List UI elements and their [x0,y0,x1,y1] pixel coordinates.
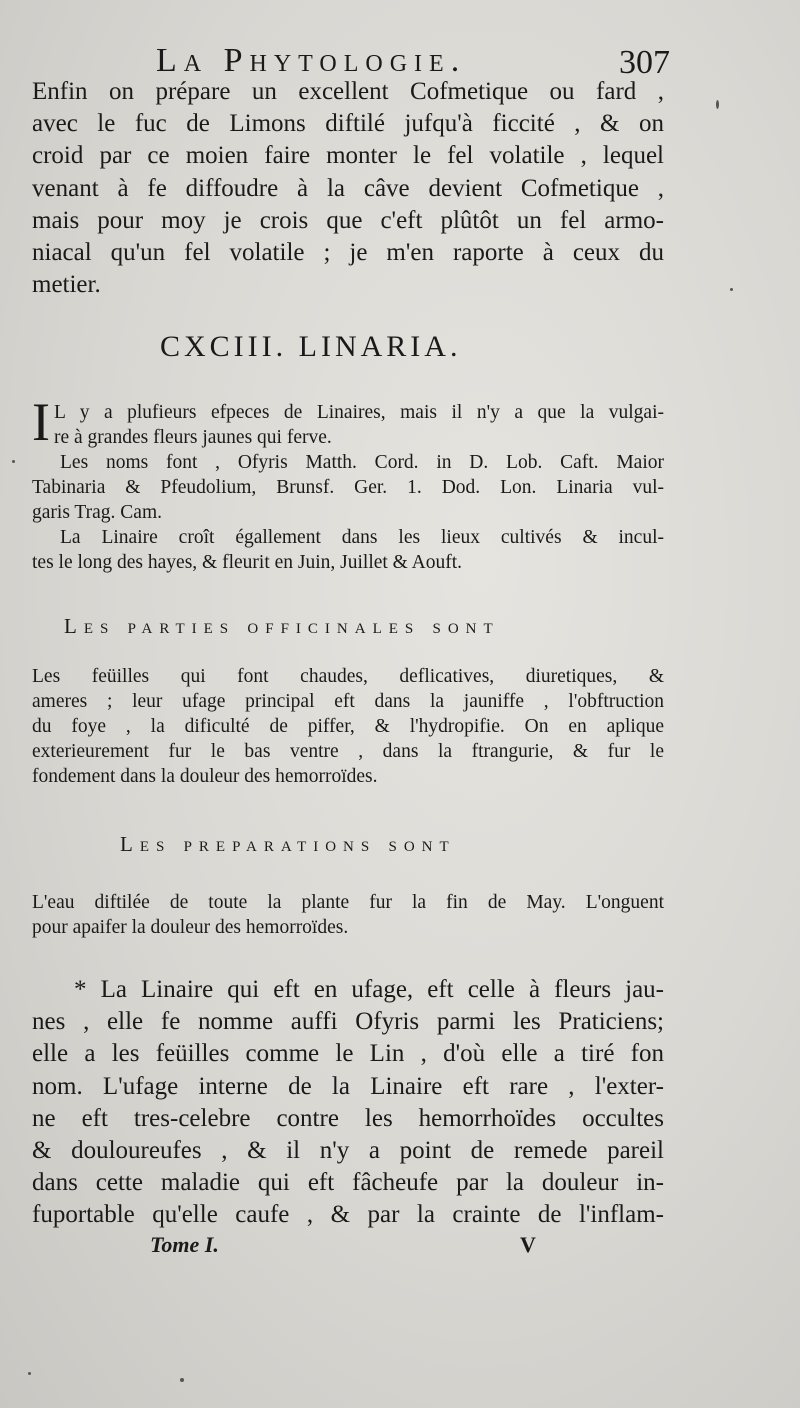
text-line: metier. [32,271,101,299]
text-line: nes , elle fe nomme auffi Ofyris parmi les Praticiens; [32,1008,664,1036]
note-paragraph [32,974,664,1232]
text-line: L'eau diftilée de toute la plante fur la fin de May. L'onguent [32,892,664,913]
paper-speck [12,460,15,463]
heading-preparations: Les preparations sont [120,832,456,856]
paper-speck [716,100,719,109]
text-line: Enfin on prépare un excellent Cofmetique ou fard , [32,78,664,105]
text-line: ameres ; leur ufage principal eft dans la jauniffe , l'obftruction [32,691,664,712]
names-line: garis Trag. Cam. [32,502,163,523]
text-line: dans cette maladie qui eft fâcheufe par la douleur in- [32,1169,664,1197]
text-line: avec le fuc de Limons diftilé jufqu'à ficcité , & on [32,110,664,138]
page-footer [150,1232,570,1266]
preparations-paragraph [32,890,664,940]
running-title: La Phytologie. [156,42,467,79]
paper-speck [28,1372,31,1375]
text-line: La Linaire croît égallement dans les lieux cultivés & incul- [60,527,664,548]
paper-speck [180,1378,184,1382]
paper-speck [730,288,733,291]
text-line: nom. L'ufage interne de la Linaire eft rare , l'exter- [32,1072,664,1100]
text-line: exterieurement fur le bas ventre , dans la ftrangurie, & fur le [32,741,664,762]
text-line: du foye , la dificulté de piffer, & l'hydropifie. On en aplique [32,716,664,737]
text-line: fuportable qu'elle caufe , & par la crainte de l'inflam- [32,1201,664,1229]
names-line: Tabinaria & Pfeudolium, Brunsf. Ger. 1. Dod. Lon. Linaria vul- [32,477,664,498]
text-line: niacal qu'un fel volatile ; je m'en raporte à ceux du [32,239,664,267]
species-paragraph [32,400,664,575]
heading-officinal-parts: Les parties officinales sont [64,614,500,638]
text-line: elle a les feüilles comme le Lin , d'où elle a tiré fon [32,1040,664,1068]
text-line: pour apaifer la douleur des hemorroïdes. [32,917,349,938]
text-line: croid par ce moien faire monter le fel volatile , lequel [32,142,664,170]
text-line: re à grandes fleurs jaunes qui ferve. [54,427,332,448]
text-line: & douloureufes , & il n'y a point de remede pareil [32,1137,664,1165]
parts-paragraph [32,664,664,789]
text-line: L y a plufieurs efpeces de Linaires, mais il n'y a que la vulgai- [54,402,664,423]
text-line: * La Linaire qui eft en ufage, eft celle à fleurs jau- [74,976,664,1003]
drop-cap: I [32,392,50,452]
text-line: ne eft tres-celebre contre les hemorrhoïdes occultes [32,1104,664,1132]
section-title: CXCIII. LINARIA. [160,330,462,363]
volume-label: Tome I. [150,1232,219,1257]
text-line: Les feüilles qui font chaudes, deflicatives, diuretiques, & [32,666,664,687]
intro-paragraph [32,76,664,301]
signature-mark: V [520,1232,536,1257]
text-line: venant à fe diffoudre à la câve devient Cofmetique , [32,174,664,202]
text-line: mais pour moy je crois que c'eft plûtôt un fel armo- [32,206,664,234]
names-line: Les noms font , Ofyris Matth. Cord. in D. Lob. Caft. Maior [60,452,664,473]
page-number: 307 [619,44,670,81]
text-line: fondement dans la douleur des hemorroïdes. [32,766,378,787]
text-line: tes le long des hayes, & fleurit en Juin, Juillet & Aouft. [32,552,463,573]
